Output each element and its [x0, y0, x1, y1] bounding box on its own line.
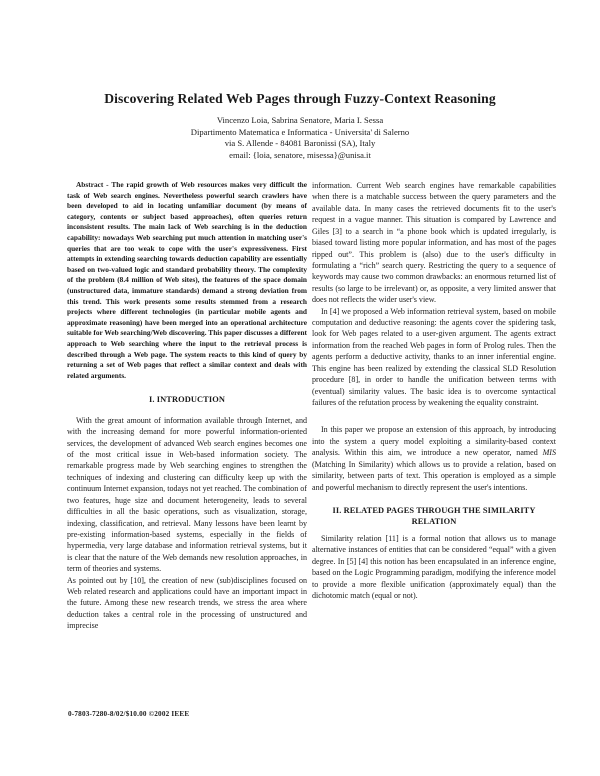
intro-paragraph-2: As pointed out by [10], the creation of new (sub)disciplines focused on Web related research and applications could have an important impact in the future. Among these new research trends, we stress the area where deduction takes a central role in the processing of unstructured and imprecise — [67, 575, 307, 631]
paper-title: Discovering Related Web Pages through Fuzzy-Context Reasoning — [104, 91, 496, 106]
intro-paragraph-3: information. Current Web search engines have remarkable capabilities when there is a matchable success between the query parameters and the available data. In many cases the retrieved documents fit to the user's request in a vague manner. This situation is compared by Lawrence and Giles [3] to a search in “a phone book which is updated irregularly, is biased toward listing more popular information, and has most of the pages ripped out”. This problem is (also) due to the user's difficulty in formulating a “rich” search query. Restricting the query to a sequence of keywords may cause two common drawbacks: an enormous returned list of results (so large to be irrelevant) or, as opposite, a very limited answer that does not reflects the wider user's view. — [312, 181, 556, 305]
section-heading-introduction: I. INTRODUCTION — [149, 395, 225, 405]
section-heading-related-pages — [312, 505, 556, 527]
author-address: via S. Allende - 84081 Baronissi (SA), Italy — [224, 138, 376, 148]
author-email: email: {loia, senatore, misessa}@unisa.it — [229, 149, 371, 160]
mis-operator-name: MIS — [542, 448, 556, 458]
left-column — [67, 180, 307, 632]
intro-paragraph-1: With the great amount of information available through Internet, and with the increasing demand for more powerful information-oriented services, the development of advanced Web search engines becomes one of the most critical issue in Web-based information society. The remarkable progress made by Web searching engines to strengthen the techniques of indexing and clustering can difficulty keep up with the continuum Internet expansion, todays not yet reached. The combination of two features, huge size and document heterogeneity, leads to several difficulties in all the basic operations, such as visualization, storage, indexing, classification, and retrieval. Many lessons have been learnt by pre-existing information-based systems, especially in the fields of hypermedia, very large database and information retrieval systems, but it is clear that the nature of the Web demands new resolution approaches, in term of theories and systems. — [67, 415, 307, 574]
section-heading-line-2: RELATION — [411, 516, 457, 526]
intro-paragraph-5 — [312, 424, 556, 493]
intro-paragraph-5-end: (Matching In Similarity) which allows us to provide a relation, based on similarity, between parts of text. This operation is employed as a simple and powerful mechanism to directly represent the user's intentions. — [312, 459, 556, 492]
abstract-paragraph: Abstract - The rapid growth of Web resources makes very difficult the task of Web search engines. Nevertheless powerful search crawlers have been developed to aid in locating unfamiliar document (by means of category, contents or subject based approaches), often queries return inconsistent results. The main lack of Web searching is in the deduction capability: nowadays Web searching put much attention in matching user's queries that are too weak to cope with the user's expressiveness. First attempts in extending searching towards deduction capability are essentially based on two-valued logic and standard probability theory. The complexity of the problem (8.4 million of Web sites), the features of the space domain (unstructured data, immature standards) demand a strong deviation from this trend. This work presents some results stemmed from a research projects where different technologies (in particular mobile agents and approximate reasoning) have been merged into an operational architecture suitable for Web searching/Web discovering. This paper discusses a different approach to Web searching where the input to the retrieval process is described through a Web page. The system reacts to this kind of query by returning a set of Web pages that reflect a similar context and deals with related arguments. — [67, 180, 307, 380]
author-affiliation: Dipartimento Matematica e Informatica - Universita' di Salerno — [190, 126, 410, 137]
author-names: Vincenzo Loia, Sabrina Senatore, Maria I. Sessa — [216, 115, 384, 125]
intro-paragraph-5-start: In this paper we propose an extension of this approach, by introducing into the system a query model exploiting a similarity-based context analysis. Within this aim, we introduce a new operator, named — [312, 425, 556, 458]
right-column — [312, 180, 556, 602]
section-heading-line-1: II. RELATED PAGES THROUGH THE SIMILARITY — [332, 505, 536, 515]
intro-paragraph-4: In [4] we proposed a Web information retrieval system, based on mobile computation and deductive reasoning: the agents cover the spidering task, look for Web pages related to a user-given argument. The agents extract information from the reached Web pages in form of Prolog rules. Then the agents perform a deductive activity, thanks to an inner inferential engine. This engine has been realized by extending the classical SLD Resolution procedure [8], in order to handle the unification between terms with (eventual) similarity values. The basic idea is to overcome syntactical failures of the refutation process by weakening the equality constraint. — [312, 306, 556, 408]
section2-paragraph-1: Similarity relation [11] is a formal notion that allows us to manage alternative instances of entities that can be considered “equal” with a given degree. In [5] [4] this notion has been encapsulated in an inference engine, based on the Logic Programming paradigm, modifying the inference model to provide a more flexible unification (approximately equal) than the dichotomic match (equal or not). — [312, 533, 556, 601]
paragraph-gap — [312, 408, 556, 424]
copyright-footer: 0-7803-7280-8/02/$10.00 ©2002 IEEE — [68, 710, 190, 718]
author-block — [0, 115, 600, 161]
